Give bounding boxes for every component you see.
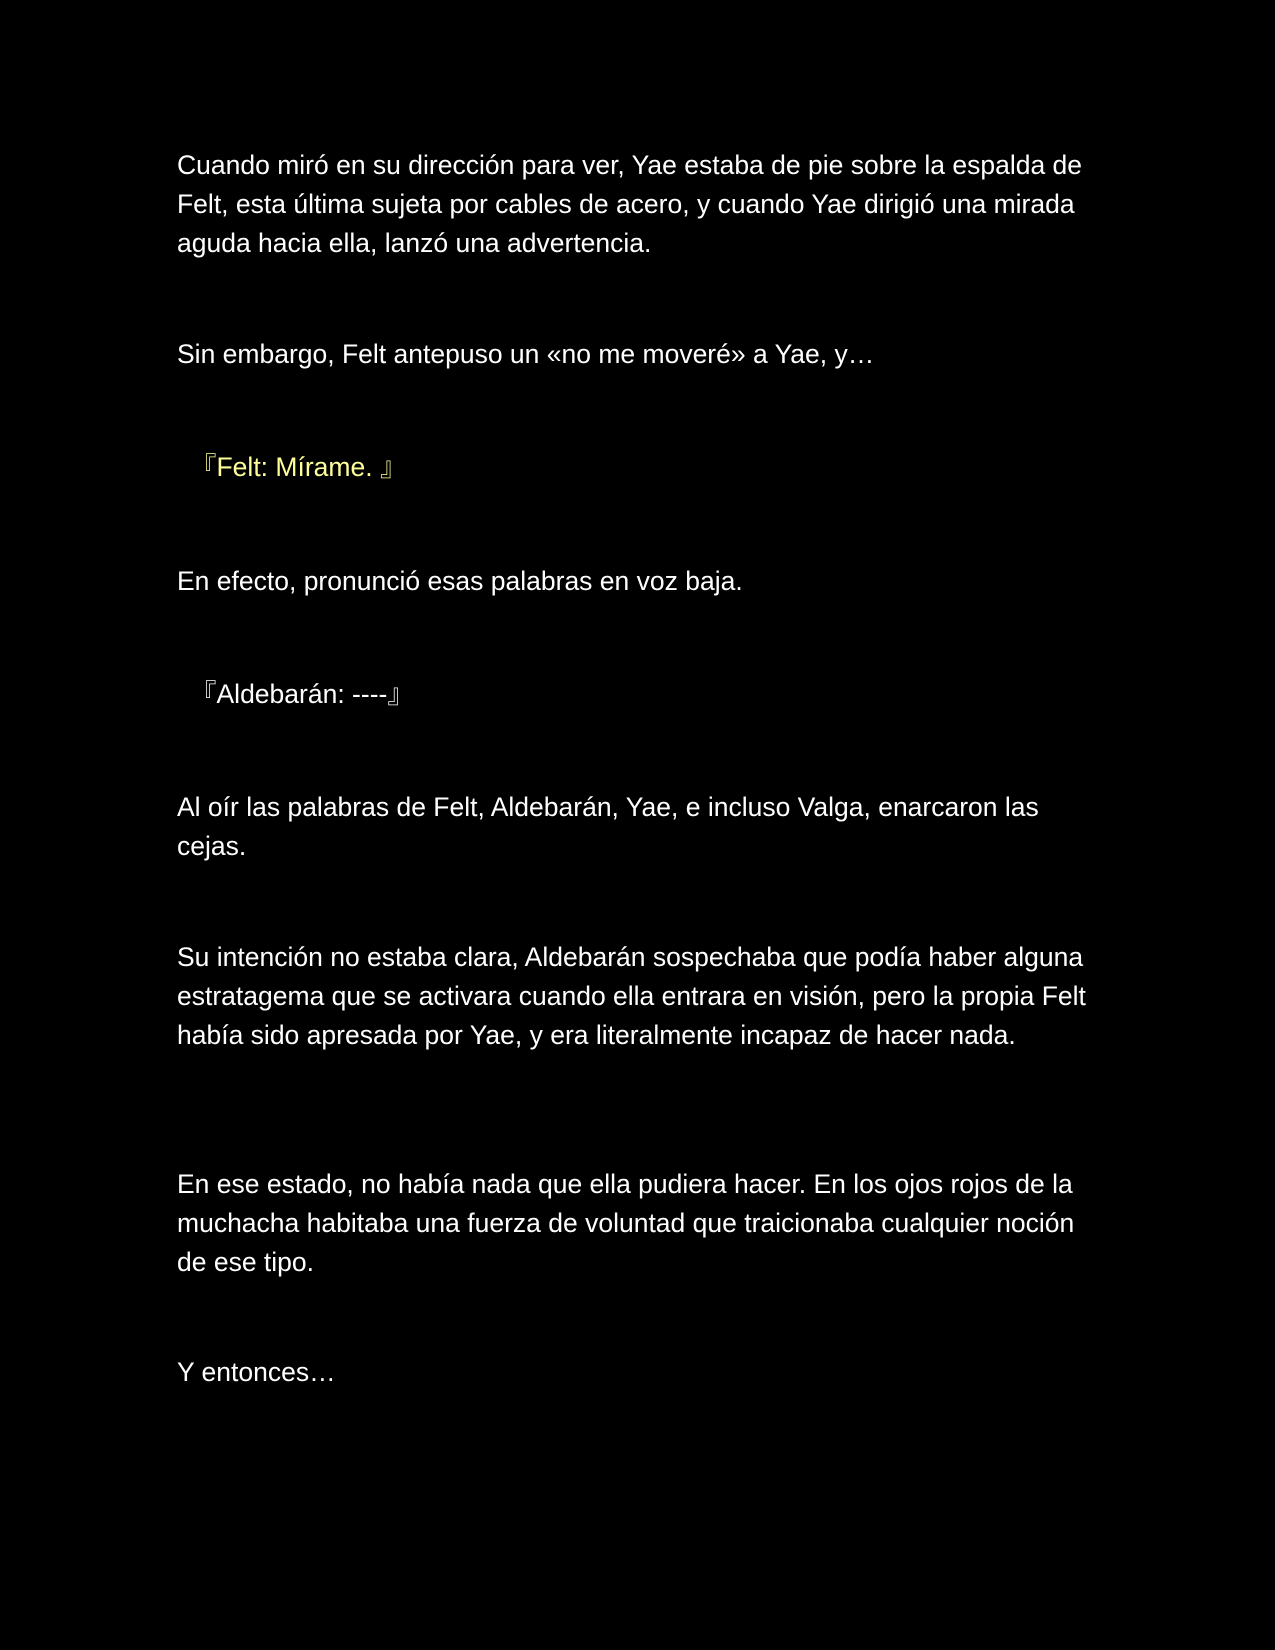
paragraph-4: Al oír las palabras de Felt, Aldebarán, Yae, e incluso Valga, enarcaron las cejas. — [177, 792, 1039, 861]
paragraph-5: Su intención no estaba clara, Aldebarán sospechaba que podía haber alguna estratagema que se activara cuando ella entrara en visión, pero la propia Felt había sido apresada por Yae, y era literalmente incapaz de hacer nada. — [177, 942, 1086, 1050]
paragraph-3: En efecto, pronunció esas palabras en voz baja. — [177, 566, 743, 596]
paragraph-6: En ese estado, no había nada que ella pudiera hacer. En los ojos rojos de la muchacha habitaba una fuerza de voluntad que traicionaba cualquier noción de ese tipo. — [177, 1169, 1075, 1277]
dialogue-felt: 『Felt: Mírame. 』 — [190, 452, 407, 482]
paragraph-1: Cuando miró en su dirección para ver, Yae estaba de pie sobre la espalda de Felt, esta última sujeta por cables de acero, y cuando Yae dirigió una mirada aguda hacia ella, lanzó una advertencia. — [177, 150, 1083, 258]
paragraph-7: Y entonces… — [177, 1357, 336, 1387]
dialogue-aldebaran: 『Aldebarán: ----』 — [190, 679, 414, 709]
paragraph-2: Sin embargo, Felt antepuso un «no me moveré» a Yae, y… — [177, 339, 875, 369]
